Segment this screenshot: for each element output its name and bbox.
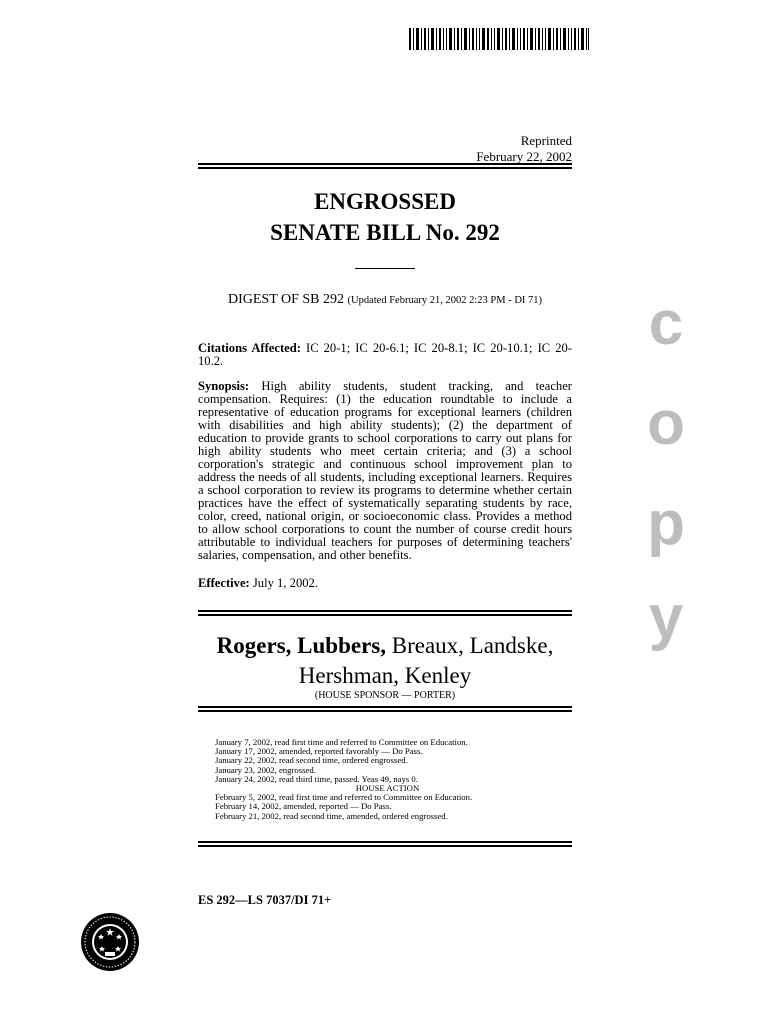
house-sponsor: (HOUSE SPONSOR — PORTER) (314, 690, 456, 701)
divider-double (198, 841, 572, 847)
senate-action: January 24, 2002, read third time, passed. Yeas 49, nays 0. (215, 773, 418, 784)
authors-line2: Hershman, Kenley (298, 663, 472, 688)
effective-text: July 1, 2002. (252, 576, 318, 590)
senate-action: January 23, 2002, engrossed. (215, 764, 316, 775)
divider-double (198, 706, 572, 712)
divider-double (198, 163, 572, 169)
bill-title (198, 186, 572, 248)
senate-action: January 7, 2002, read first time and referred to Committee on Education. (215, 737, 468, 747)
copy-watermark-p: p (647, 489, 685, 558)
digest-main: DIGEST OF SB 292 (227, 292, 345, 307)
reprint-note (476, 133, 572, 165)
house-action: February 21, 2002, read second time, amended, ordered engrossed. (215, 810, 448, 821)
digest-updated: (Updated February 21, 2002 2:23 PM - DI 71) (347, 295, 543, 306)
citations-label: Citations Affected: (198, 341, 301, 355)
effective-date (198, 577, 572, 590)
house-action: February 14, 2002, amended, reported — Do Pass. (215, 801, 392, 812)
synopsis (198, 380, 572, 562)
divider-short (355, 268, 415, 269)
legislative-actions (215, 738, 560, 821)
citations-text: IC 20-1; IC 20-6.1; IC 20-8.1; IC 20-10.1; IC 20-10.2. (198, 341, 572, 368)
effective-label: Effective: (198, 576, 250, 590)
state-seal-icon (80, 912, 140, 972)
house-action-header: HOUSE ACTION (355, 783, 420, 794)
barcode (409, 28, 589, 50)
authors-co: Breaux, Landske, (391, 633, 554, 658)
bill-footer-id: ES 292—LS 7037/DI 71+ (198, 893, 332, 907)
bill-title-line1: ENGROSSED (314, 189, 456, 214)
authors-primary: Rogers, Lubbers, (216, 633, 386, 658)
copy-watermark-y: y (648, 583, 684, 652)
digest-heading (198, 292, 572, 308)
house-action: February 5, 2002, read first time and referred to Committee on Education. (215, 792, 473, 803)
copy-watermark-c: c (648, 289, 684, 358)
authors (198, 631, 572, 691)
copy-watermark-o: o (647, 389, 685, 458)
bill-title-line2: SENATE BILL No. 292 (270, 220, 500, 245)
reprint-label: Reprinted (520, 133, 572, 148)
senate-action: January 17, 2002, amended, reported favorably — Do Pass. (215, 746, 423, 757)
synopsis-text: High ability students, student tracking, and teacher compensation. Requires: (1) the education roundtable to include a representative of education programs for exceptional learners (children with disabilities and high ability students); (2) the department of education to provide grants to school corporations to carry out plans for high ability students who meet certain criteria; and (3) a school corporation's strategic and continuous school improvement plan to address the needs of all students, including exceptional learners. Requires a school corporation to review its programs to determine whether certain practices have the effect of systematically separating students by race, color, creed, national origin, or socioeconomic class. Provides a method to allow school corporations to count the number of course credit hours attributable to individual teachers for purposes of determining teachers' salaries, compensation, and other benefits. (198, 379, 572, 562)
citations (198, 342, 572, 368)
divider-double (198, 610, 572, 616)
synopsis-label: Synopsis: (198, 379, 250, 393)
reprint-date: February 22, 2002 (476, 149, 572, 164)
senate-action: January 22, 2002, read second time, ordered engrossed. (215, 755, 408, 766)
